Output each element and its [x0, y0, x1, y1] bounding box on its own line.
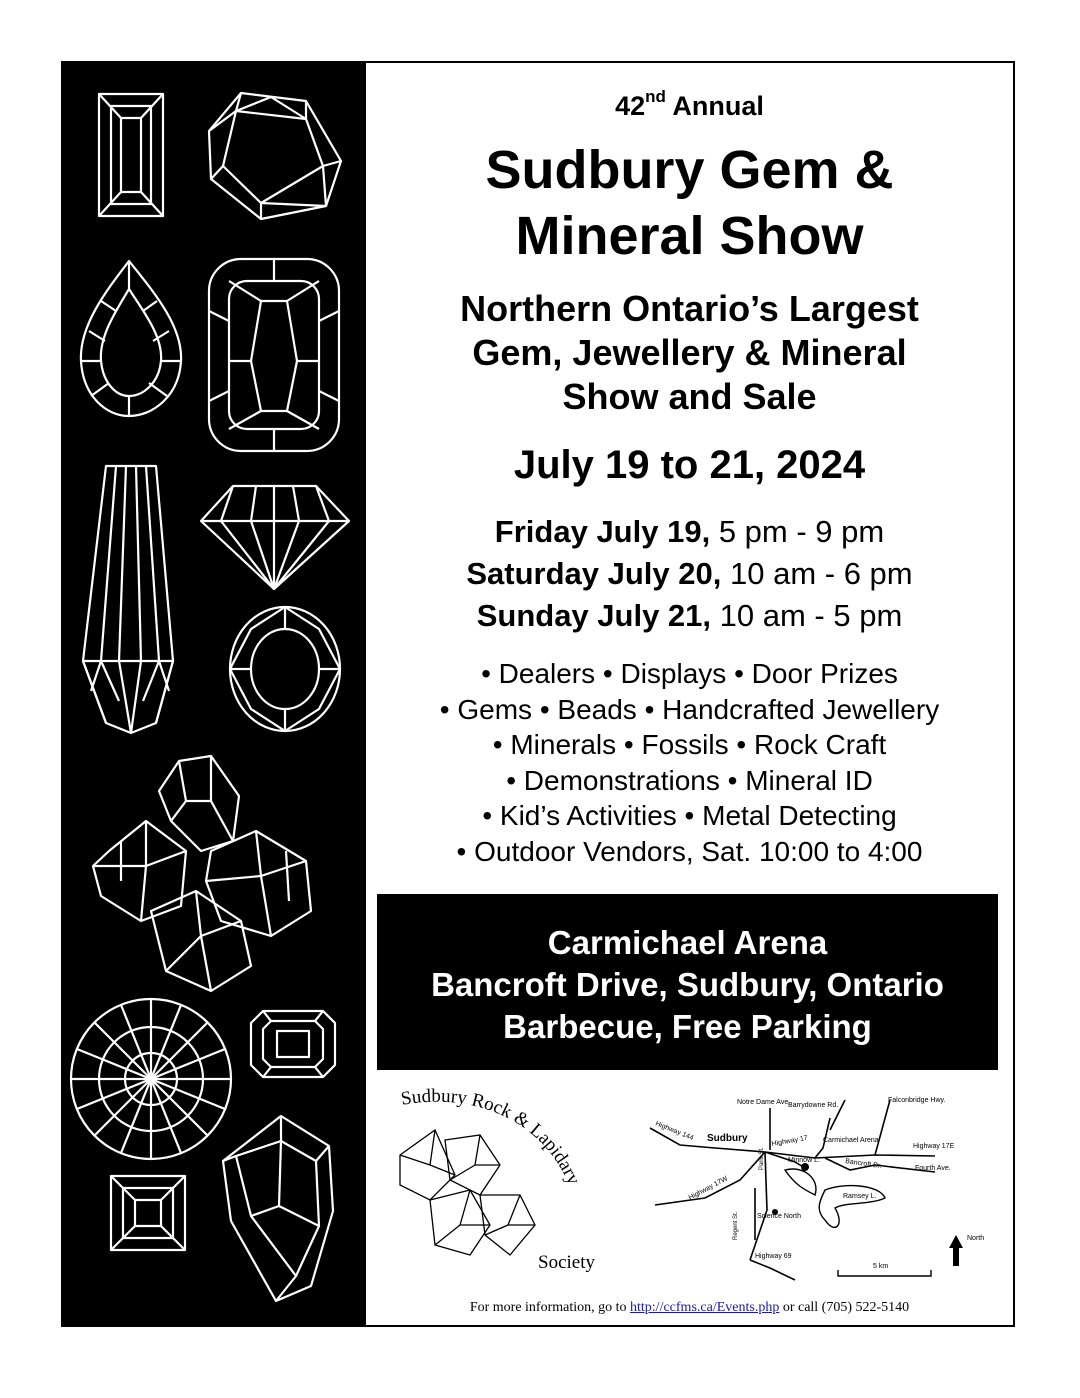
scale-bar-icon — [838, 1270, 931, 1276]
footer-info — [366, 1300, 1013, 1316]
subtitle-line: Gem, Jewellery & Mineral — [472, 332, 907, 373]
annual-word: Annual — [672, 91, 764, 121]
title-line-1: Sudbury Gem & — [485, 140, 894, 200]
society-word: Society — [538, 1252, 595, 1273]
briolette-gem-icon — [83, 466, 173, 733]
emerald-cut-gem-icon — [251, 1011, 335, 1077]
map-label-scale: 5 km — [873, 1263, 889, 1270]
map-label-fourth: Fourth Ave. — [915, 1165, 951, 1172]
map-label-highway-17w: Highway 17W — [687, 1175, 730, 1202]
map-label-north: North — [967, 1235, 985, 1242]
feature-line: • Outdoor Vendors, Sat. 10:00 to 4:00 — [456, 835, 923, 867]
hours-time: 10 am - 6 pm — [730, 556, 913, 591]
hours-time: 5 pm - 9 pm — [718, 514, 885, 549]
crystal-cluster-icon — [93, 756, 311, 991]
hours-time: 10 am - 5 pm — [719, 598, 903, 633]
north-arrow-icon — [949, 1235, 963, 1266]
hours-row — [366, 553, 1013, 595]
map-labels — [654, 1097, 984, 1270]
baguette-gem-icon — [99, 94, 163, 216]
map-label-regent: Regent St. — [733, 1211, 739, 1240]
gem-illustration-panel — [61, 61, 366, 1327]
footer-suffix: or call (705) 522-5140 — [782, 1300, 910, 1315]
venue-amenities: Barbecue, Free Parking — [503, 1008, 872, 1045]
footer-prefix: For more information, go to — [469, 1300, 627, 1315]
venue-name: Carmichael Arena — [547, 924, 828, 961]
society-arc-text: Sudbury Rock & Lapidary — [399, 1085, 585, 1188]
hours-row — [366, 595, 1013, 637]
map-label-highway-17: Highway 17 — [771, 1134, 809, 1148]
feature-line: • Demonstrations • Mineral ID — [506, 764, 873, 796]
round-brilliant-gem-icon — [71, 999, 231, 1159]
map-label-barrydowne: Barrydowne Rd. — [788, 1102, 839, 1109]
venue-box — [377, 894, 998, 1070]
hours-day: Sunday July 21, — [476, 598, 712, 633]
feature-line: • Minerals • Fossils • Rock Craft — [492, 729, 887, 760]
feature-line: • Kid’s Activities • Metal Detecting — [482, 800, 897, 831]
page-title — [366, 137, 1013, 269]
society-logo — [390, 1085, 620, 1285]
hours-day: Saturday July 20, — [466, 556, 722, 591]
map-label-highway-69: Highway 69 — [755, 1253, 792, 1260]
cushion-gem-icon — [209, 93, 341, 219]
location-map — [645, 1090, 985, 1285]
map-label-minnow: Minnow L. — [788, 1157, 820, 1164]
map-label-sudbury: Sudbury — [707, 1133, 748, 1144]
feature-line: • Dealers • Displays • Door Prizes — [481, 658, 898, 689]
map-label-ramsey: Ramsey L. — [843, 1193, 877, 1200]
map-label-falconbridge: Falconbridge Hwy. — [888, 1097, 946, 1104]
subtitle-line: Northern Ontario’s Largest — [460, 288, 919, 329]
arena-marker-icon — [801, 1163, 809, 1171]
society-logo-art — [390, 1085, 620, 1285]
events-link[interactable]: http://ccfms.ca/Events.php — [630, 1300, 780, 1315]
map-label-bancroft: Bancroft Dr. — [844, 1158, 883, 1171]
venue-address: Bancroft Drive, Sudbury, Ontario — [431, 966, 944, 1003]
gem-drawings — [61, 61, 366, 1327]
society-crystals-icon — [400, 1130, 535, 1255]
map-label-science-north: Science North — [757, 1213, 801, 1220]
oval-cushion-gem-icon — [209, 259, 339, 451]
location-map-drawing — [645, 1090, 985, 1285]
map-label-highway-144: Highway 144 — [654, 1120, 695, 1143]
quartz-crystal-icon — [223, 1116, 333, 1301]
oval-brilliant-gem-icon — [230, 607, 340, 731]
princess-square-gem-icon — [111, 1176, 185, 1250]
map-label-paris: Paris St. — [759, 1147, 765, 1170]
features-list — [366, 656, 1013, 869]
subtitle — [366, 287, 1013, 419]
map-label-carmichael: Carmichael Arena — [823, 1137, 879, 1144]
hours-day: Friday July 19, — [494, 514, 711, 549]
subtitle-line: Show and Sale — [562, 376, 817, 417]
title-line-2: Mineral Show — [515, 206, 864, 266]
event-dates: July 19 to 21, 2024 — [513, 443, 866, 487]
event-hours — [366, 511, 1013, 637]
feature-line: • Gems • Beads • Handcrafted Jewellery — [439, 693, 940, 725]
brilliant-profile-gem-icon — [201, 486, 349, 589]
map-label-notre-dame: Notre Dame Ave. — [737, 1099, 791, 1106]
annual-edition — [366, 87, 1013, 122]
map-label-highway-17e: Highway 17E — [913, 1143, 955, 1150]
map-roads — [650, 1100, 935, 1280]
pear-gem-icon — [81, 261, 181, 416]
annual-suffix: nd — [645, 87, 666, 106]
hours-row — [366, 511, 1013, 553]
annual-number: 42 — [615, 91, 646, 121]
